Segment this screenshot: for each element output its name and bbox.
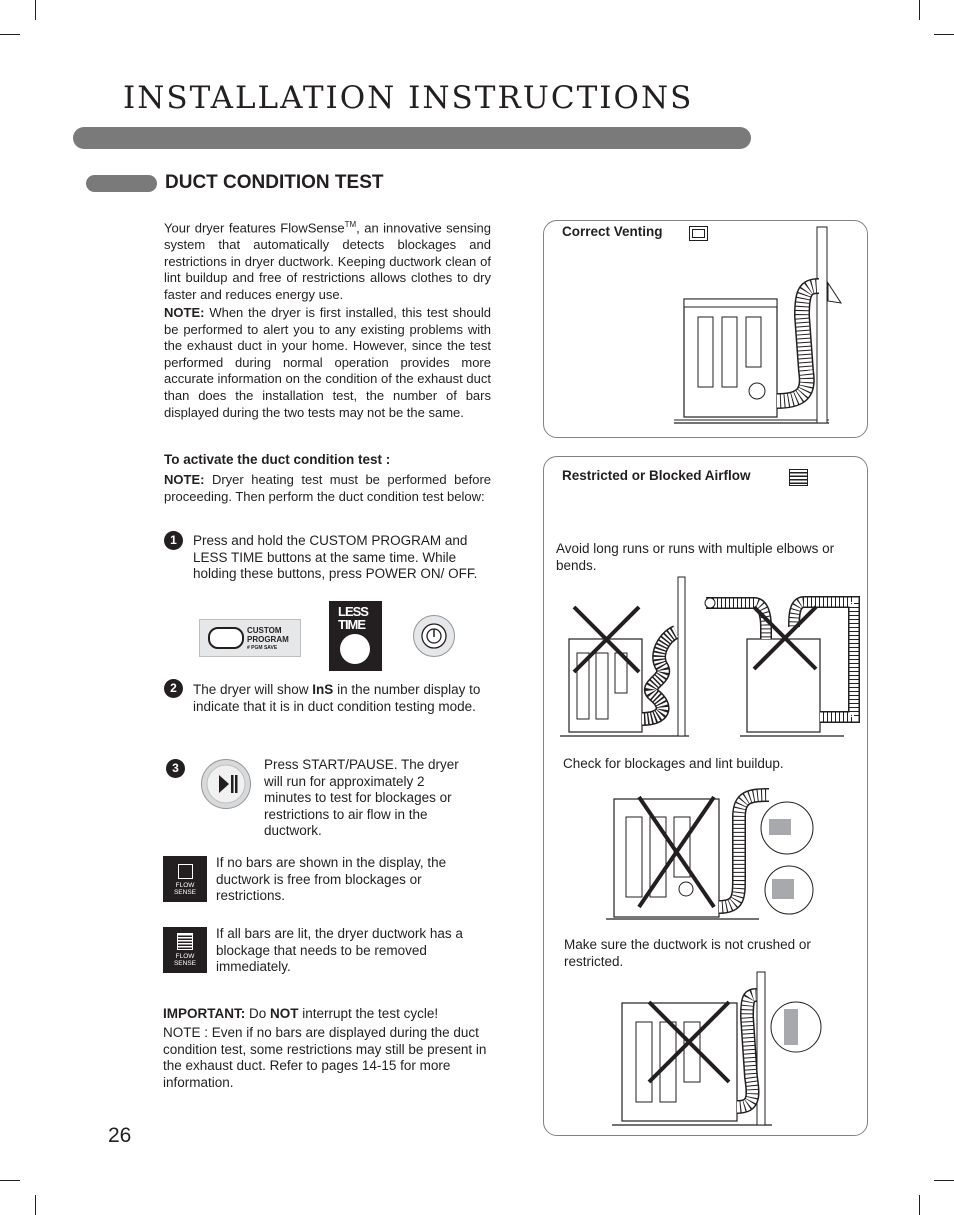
section-heading: DUCT CONDITION TEST: [165, 172, 384, 193]
flow-label: FLOW: [175, 953, 195, 960]
correct-venting-title: Correct Venting: [562, 224, 663, 239]
intro-text: Your dryer features FlowSense: [164, 220, 345, 236]
full-bars-box: [177, 933, 193, 950]
sense-label: SENSE: [173, 889, 197, 896]
section-pill: [86, 175, 157, 192]
restricted-airflow-panel: [543, 456, 868, 1136]
less-time-button: [329, 601, 382, 671]
correct-venting-illustration: [544, 221, 867, 437]
flowsense-empty-icon: [163, 856, 207, 902]
caption-long-runs: Avoid long runs or runs with multiple elbows or bends.: [556, 541, 835, 573]
crop-mark: [35, 1195, 36, 1215]
important-text-a: Do: [245, 1006, 271, 1021]
custom-line3: # PGM SAVE: [247, 645, 278, 651]
sense-label: SENSE: [173, 960, 197, 967]
important-not: NOT: [270, 1006, 299, 1021]
important-text-b: interrupt the test cycle!: [298, 1006, 439, 1021]
note-label: NOTE:: [164, 305, 205, 320]
step-2-text: [193, 682, 493, 715]
blockage-dryer: [606, 795, 813, 919]
long-run-dryer-1: [560, 577, 689, 736]
note-paragraph: [164, 305, 491, 421]
flow-label: FLOW: [175, 882, 195, 889]
step-2-number: 2: [164, 679, 183, 698]
crop-mark: [934, 1180, 954, 1181]
crop-mark: [919, 0, 920, 20]
step-1-number: 1: [164, 531, 183, 550]
intro-text-cont: , an innovative sensing system that automatically detects blockages and restrictions in dryer ductwork. Keeping ductwork clean of lint buildup and free of restrictions allows clothes to dry faster and reduces energy use.: [164, 220, 491, 302]
page-title: INSTALLATION INSTRUCTIONS: [123, 80, 694, 116]
custom-program-pill: [208, 627, 244, 649]
custom-program-label: [247, 626, 289, 653]
note-text: When the dryer is first installed, this test should be performed to alert you to any existing problems with the exhaust duct in your home. However, since the test performed during normal operation provides more accurate information on the condition of the exhaust duct than does the installation test, the number of bars displayed during the two tests may not be the same.: [164, 305, 491, 420]
less-line2: TIME: [338, 617, 366, 632]
custom-program-button: [199, 619, 301, 657]
play-pause-icon: [202, 760, 250, 808]
step-2-text-a: The dryer will show: [193, 682, 313, 697]
less-time-label: [338, 605, 368, 631]
power-icon: [414, 616, 454, 656]
empty-bars-box: [178, 864, 193, 879]
flowsense-label: [163, 882, 207, 896]
flowsense-label: [163, 953, 207, 967]
trademark: TM: [344, 220, 357, 229]
less-time-circle: [340, 634, 370, 664]
activate-heading: To activate the duct condition test :: [164, 452, 391, 467]
activate-note-label: NOTE:: [164, 472, 205, 487]
step-1-text: Press and hold the CUSTOM PROGRAM and LESS TIME buttons at the same time. While holding these buttons, press POWER ON/ OFF.: [193, 533, 478, 582]
long-run-dryer-2: [705, 598, 854, 736]
step-2-ins: InS: [312, 682, 334, 697]
correct-venting-panel: [543, 220, 868, 438]
custom-line2: PROGRAM: [247, 635, 289, 644]
step-2-text-b: in the number display to indicate that it is in duct condition testing mode.: [193, 682, 481, 714]
no-bars-text: If no bars are shown in the display, the ductwork is free from blockages or restrictions.: [216, 855, 447, 904]
crop-mark: [35, 0, 36, 20]
crop-mark: [0, 34, 20, 35]
restricted-illustrations: [544, 457, 867, 1135]
activate-note-text: Dryer heating test must be performed before proceeding. Then perform the duct condition test below:: [164, 472, 491, 504]
crop-mark: [934, 34, 954, 35]
less-line1: LESS: [338, 604, 368, 619]
page-number: 26: [108, 1124, 132, 1147]
start-pause-button: [201, 759, 251, 809]
power-button: [413, 615, 455, 657]
crop-mark: [0, 1180, 20, 1181]
caption-crushed: Make sure the ductwork is not crushed or restricted.: [564, 937, 811, 969]
flowsense-full-icon: [163, 927, 207, 973]
crushed-dryer: [612, 972, 821, 1125]
restricted-title: Restricted or Blocked Airflow: [562, 468, 751, 483]
step-3-number: 3: [166, 759, 185, 778]
important-line: [163, 1006, 438, 1023]
header-bar: [73, 127, 751, 149]
caption-blockages: Check for blockages and lint buildup.: [563, 756, 784, 771]
all-bars-text: If all bars are lit, the dryer ductwork has a blockage that needs to be removed immediately.: [216, 926, 463, 975]
custom-line1: CUSTOM: [247, 626, 282, 635]
intro-paragraph: [164, 217, 491, 303]
activate-note: [164, 472, 491, 505]
crop-mark: [919, 1195, 920, 1215]
note2-text: NOTE : Even if no bars are displayed during the duct condition test, some restrictions may still be present in the exhaust duct. Refer to pages 14-15 for more information.: [163, 1025, 487, 1090]
step-3-text: Press START/PAUSE. The dryer will run for approximately 2 minutes to test for blockages or restrictions to air flow in the ductwork.: [264, 757, 459, 839]
important-label: IMPORTANT:: [163, 1006, 246, 1021]
